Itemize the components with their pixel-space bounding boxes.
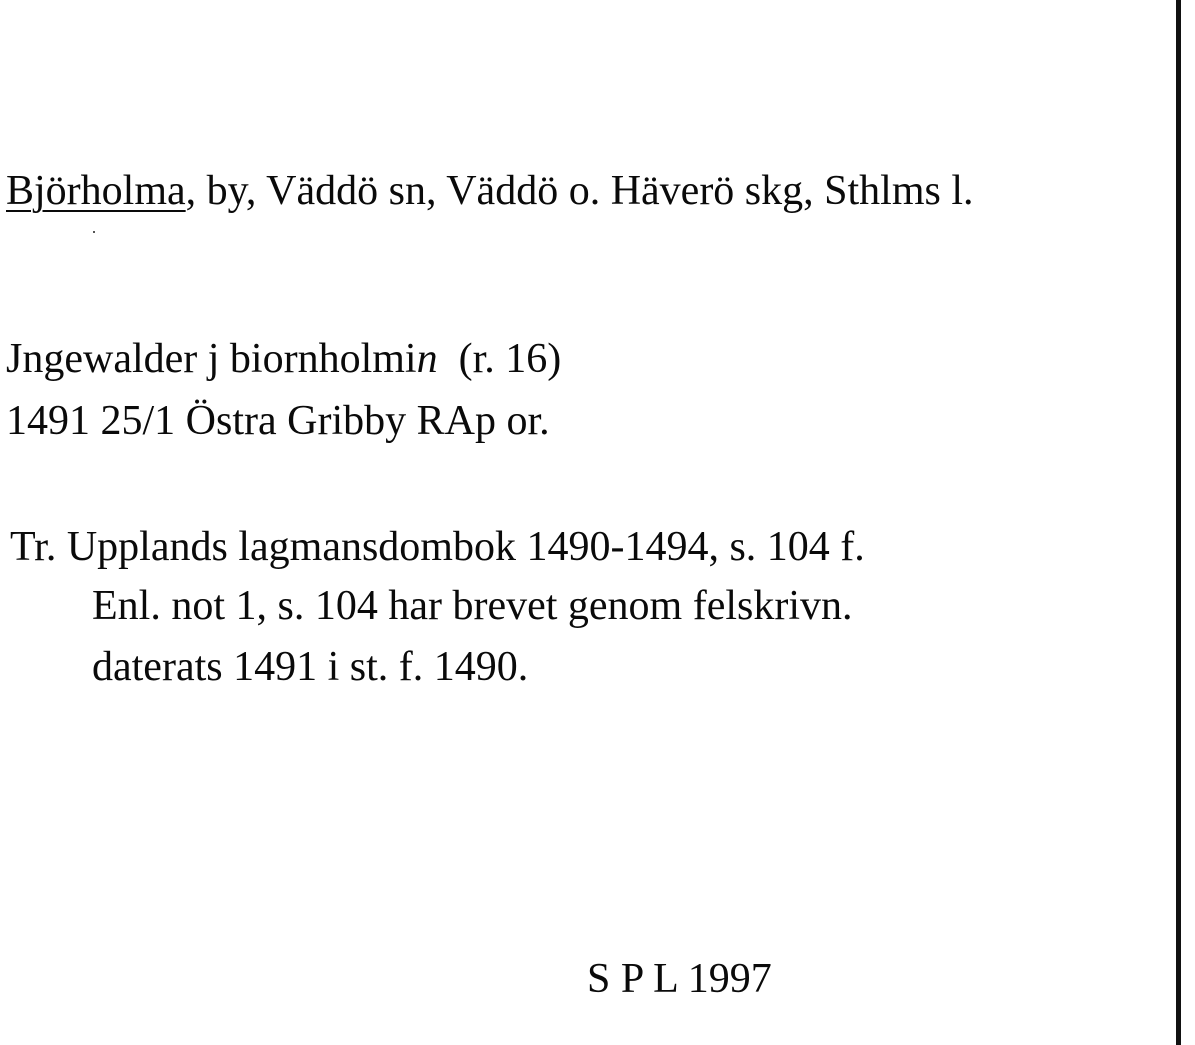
heading-details: , by, Väddö sn, Väddö o. Häverö skg, Sthlms l.	[185, 168, 974, 214]
form-reference: (r. 16)	[458, 336, 562, 382]
signature: S P L 1997	[587, 956, 772, 1002]
card-right-edge	[1176, 0, 1181, 1045]
note-line-2: Enl. not 1, s. 104 har brevet genom felskrivn.	[92, 583, 853, 629]
form-italic-ending: n	[416, 336, 438, 382]
headword: Björholma	[6, 168, 186, 214]
attestation-form	[6, 338, 561, 380]
ink-speck	[93, 231, 95, 233]
form-text: Jngewalder j biornholmi	[6, 336, 417, 382]
note-line-1: Tr. Upplands lagmansdombok 1490-1494, s. 104 f.	[10, 524, 865, 570]
note-line-3: daterats 1491 i st. f. 1490.	[92, 644, 529, 690]
attestation-date-source: 1491 25/1 Östra Gribby RAp or.	[6, 398, 550, 444]
entry-heading	[6, 170, 974, 212]
